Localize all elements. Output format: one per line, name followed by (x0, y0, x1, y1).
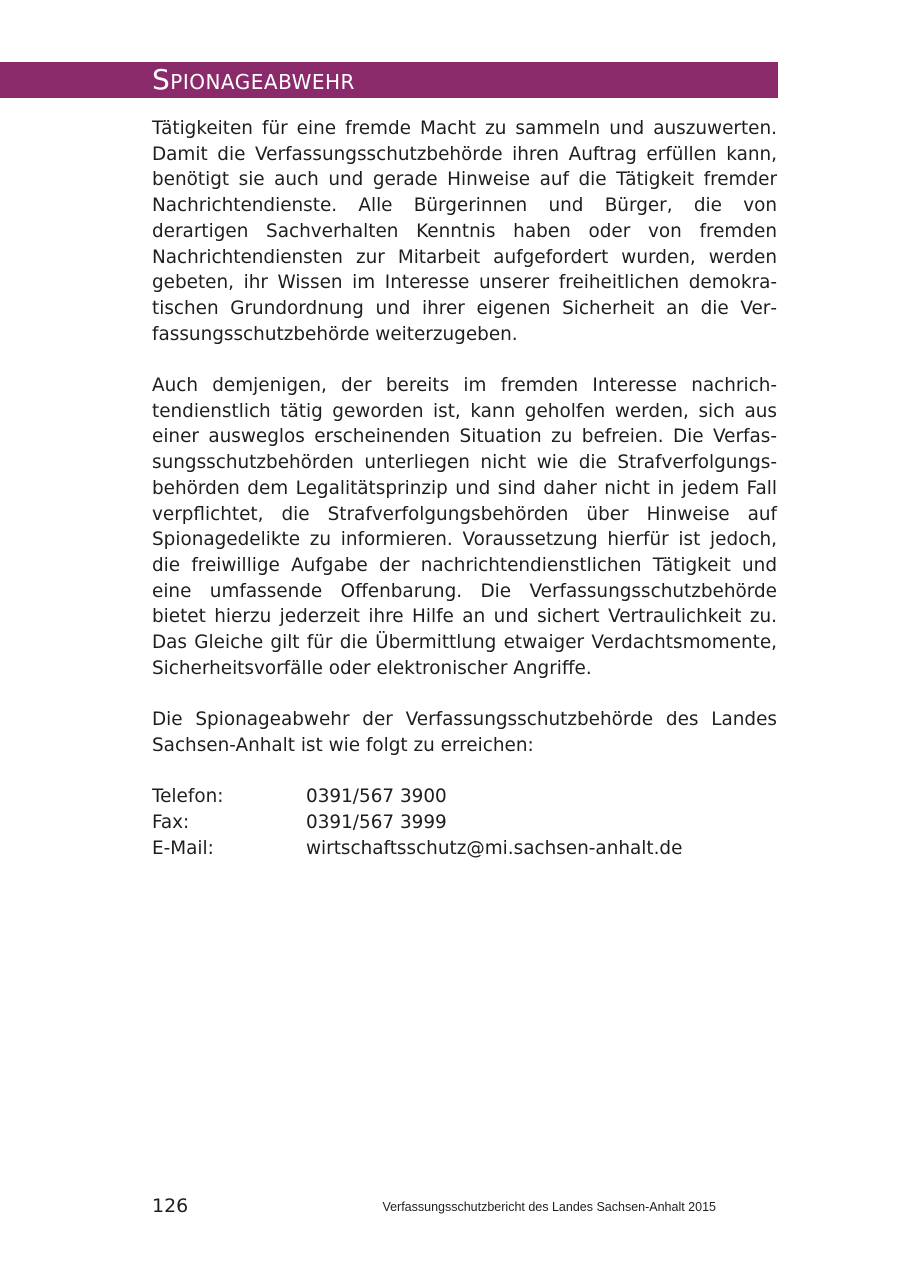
contact-phone-row (152, 784, 777, 810)
paragraph-2: Auch demjenigen, der bereits im fremden Interesse nachrichtendienstlich tätig geworden ist, kann geholfen werden, sich aus einer ausweglos erscheinenden Situation zu befreien. Die Verfassungsschutzbehörden unterliegen nicht wie die Strafverfolgungsbehörden dem Legalitätsprinzip und sind daher nicht in jedem Fall verpflichtet, die Strafverfolgungsbehörden über Hinweise auf Spionagedelikte zu informieren. Voraussetzung hierfür ist jedoch, die freiwillige Aufgabe der nachrichtendienstlichen Tätigkeit und eine umfassende Offenbarung. Die Verfassungsschutzbehörde bietet hierzu jederzeit ihre Hilfe an und sichert Vertraulichkeit zu. Das Gleiche gilt für die Übermittlung etwaiger Verdachtsmomente, Sicherheitsvorfälle oder elektronischer Angriffe. (152, 375, 777, 679)
contact-block (152, 784, 777, 861)
section-header-bar (0, 62, 778, 98)
email-label: E-Mail: (152, 837, 214, 859)
fax-label: Fax: (152, 811, 190, 833)
contact-email-row (152, 836, 777, 862)
page-number: 126 (152, 1195, 189, 1217)
paragraph-3: Die Spionageabwehr der Verfassungsschutzbehörde des Landes Sachsen-Anhalt ist wie folgt zu erreichen: (152, 709, 777, 756)
paragraph-1: Tätigkeiten für eine fremde Macht zu sammeln und auszuwerten. Damit die Verfassungsschutzbehörde ihren Auftrag erfüllen kann, benötigt sie auch und gerade Hinweise auf die Tätigkeit fremder Nachrichtendienste. Alle Bürgerinnen und Bürger, die von derartigen Sachverhalten Kenntnis haben oder von fremden Nachrichtendiensten zur Mitarbeit aufgefordert wurden, werden gebeten, ihr Wissen im Interesse unserer freiheitlichen demokratischen Grundordnung und ihrer eigenen Sicherheit an die Verfassungsschutzbehörde weiterzugeben. (152, 118, 777, 345)
section-title: Spionageabwehr (152, 63, 355, 96)
fax-value: 0391/567 3999 (306, 811, 447, 833)
phone-label: Telefon: (152, 786, 224, 808)
phone-value: 0391/567 3900 (306, 786, 447, 808)
contact-fax-row (152, 810, 777, 836)
main-content (152, 116, 777, 861)
email-value: wirtschaftsschutz@mi.sachsen-anhalt.de (306, 837, 683, 859)
footer-report-title: Verfassungsschutzbericht des Landes Sachsen-Anhalt 2015 (382, 1200, 716, 1214)
